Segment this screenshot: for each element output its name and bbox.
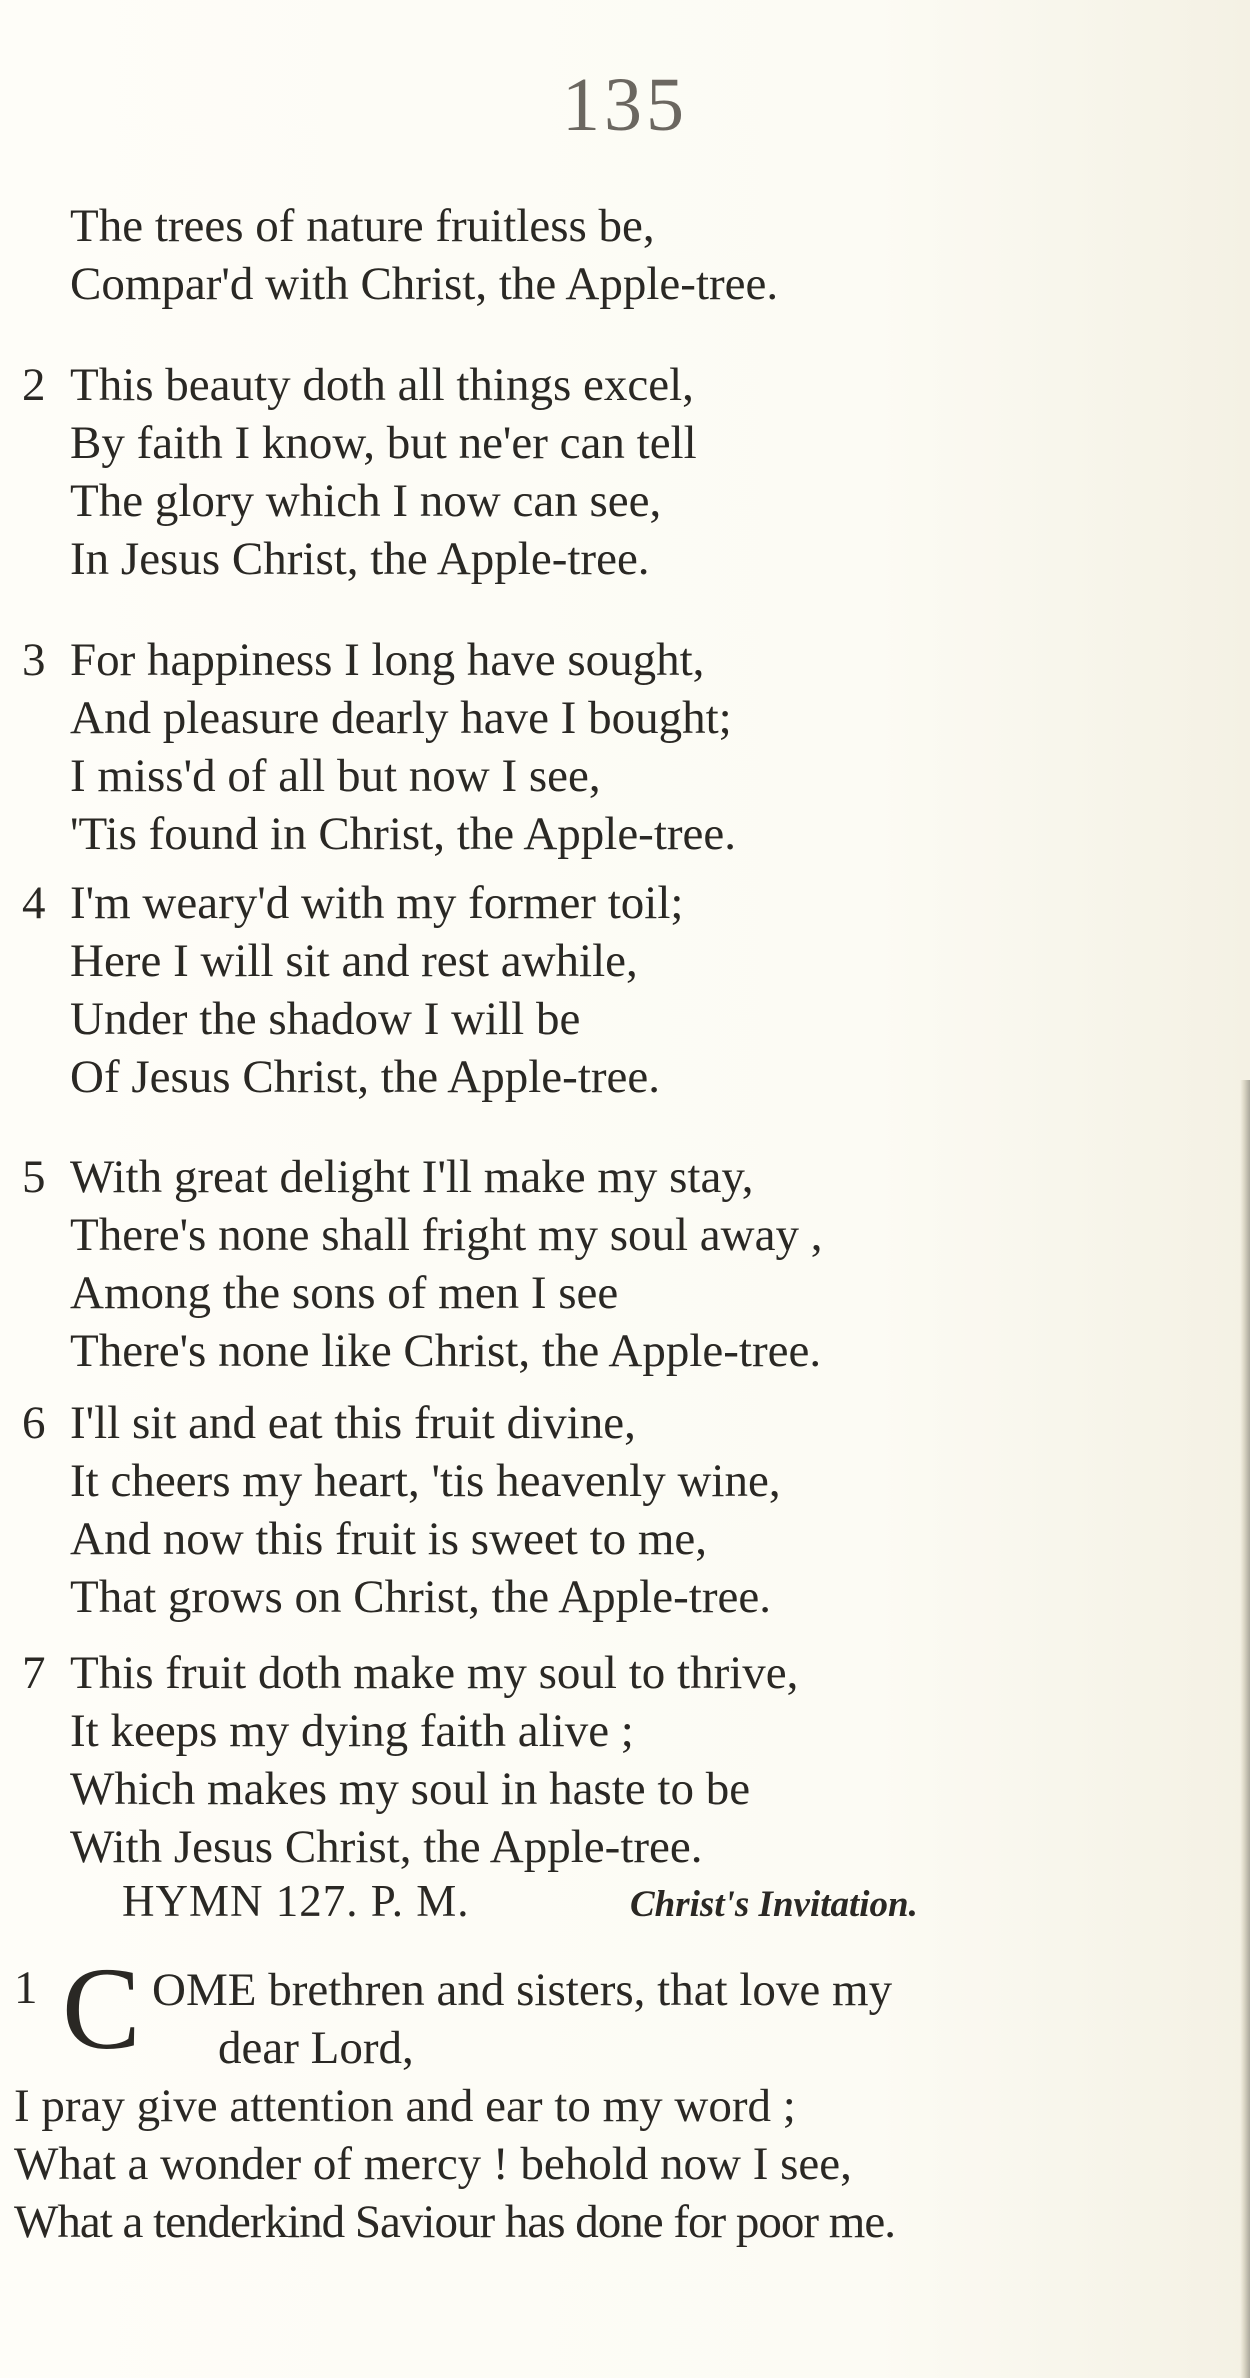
verse-number: 4 <box>22 877 46 929</box>
verse-line: 'Tis found in Christ, the Apple-tree. <box>70 808 737 860</box>
intro-line: The trees of nature fruitless be, <box>70 200 655 252</box>
verse-line: Under the shadow I will be <box>70 993 581 1045</box>
verse-line: Which makes my soul in haste to be <box>70 1763 751 1815</box>
verse-number: 1 <box>14 1962 38 2014</box>
verse-number: 3 <box>22 634 46 686</box>
page-edge-shadow <box>1240 1080 1250 2378</box>
verse-line: Among the sons of men I see <box>70 1267 619 1319</box>
verse-line: By faith I know, but ne'er can tell <box>70 417 697 469</box>
verse-line: For happiness I long have sought, <box>70 634 705 686</box>
drop-cap: C <box>62 1943 141 2074</box>
verse-line: With Jesus Christ, the Apple-tree. <box>70 1821 703 1873</box>
verse-line: The glory which I now can see, <box>70 475 662 527</box>
verse-number: 2 <box>22 359 46 411</box>
verse-number: 6 <box>22 1397 46 1449</box>
verse-line: There's none like Christ, the Apple-tree. <box>70 1325 822 1377</box>
verse-line: And now this fruit is sweet to me, <box>70 1513 708 1565</box>
verse-line: With great delight I'll make my stay, <box>70 1151 754 1203</box>
verse-line: Here I will sit and rest awhile, <box>70 935 638 987</box>
verse-line: Of Jesus Christ, the Apple-tree. <box>70 1051 661 1103</box>
verse-number: 5 <box>22 1151 46 1203</box>
hymn-subtitle: Christ's Invitation. <box>630 1884 918 1925</box>
verse-line: I miss'd of all but now I see, <box>70 750 601 802</box>
verse-line: This beauty doth all things excel, <box>70 359 694 411</box>
verse-line: It cheers my heart, 'tis heavenly wine, <box>70 1455 781 1507</box>
intro-line: Compar'd with Christ, the Apple-tree. <box>70 258 779 310</box>
verse-line: That grows on Christ, the Apple-tree. <box>70 1571 771 1623</box>
verse-number: 7 <box>22 1647 46 1699</box>
verse-line: I'm weary'd with my former toil; <box>70 877 684 929</box>
verse-line: In Jesus Christ, the Apple-tree. <box>70 533 650 585</box>
hymn-line: What a tenderkind Saviour has done for poor me. <box>14 2196 895 2248</box>
verse-line: I'll sit and eat this fruit divine, <box>70 1397 636 1449</box>
verse-line: This fruit doth make my soul to thrive, <box>70 1647 799 1699</box>
hymn-line: What a wonder of mercy ! behold now I see, <box>14 2138 852 2190</box>
verse-line: There's none shall fright my soul away , <box>70 1209 823 1261</box>
hymn-line: OME brethren and sisters, that love my <box>152 1964 893 2016</box>
verse-line: And pleasure dearly have I bought; <box>70 692 732 744</box>
hymn-line: dear Lord, <box>218 2022 414 2074</box>
page-number: 135 <box>562 63 688 147</box>
hymn-line: I pray give attention and ear to my word ; <box>14 2080 796 2132</box>
verse-line: It keeps my dying faith alive ; <box>70 1705 634 1757</box>
hymn-heading: HYMN 127. P. M. <box>122 1876 470 1926</box>
